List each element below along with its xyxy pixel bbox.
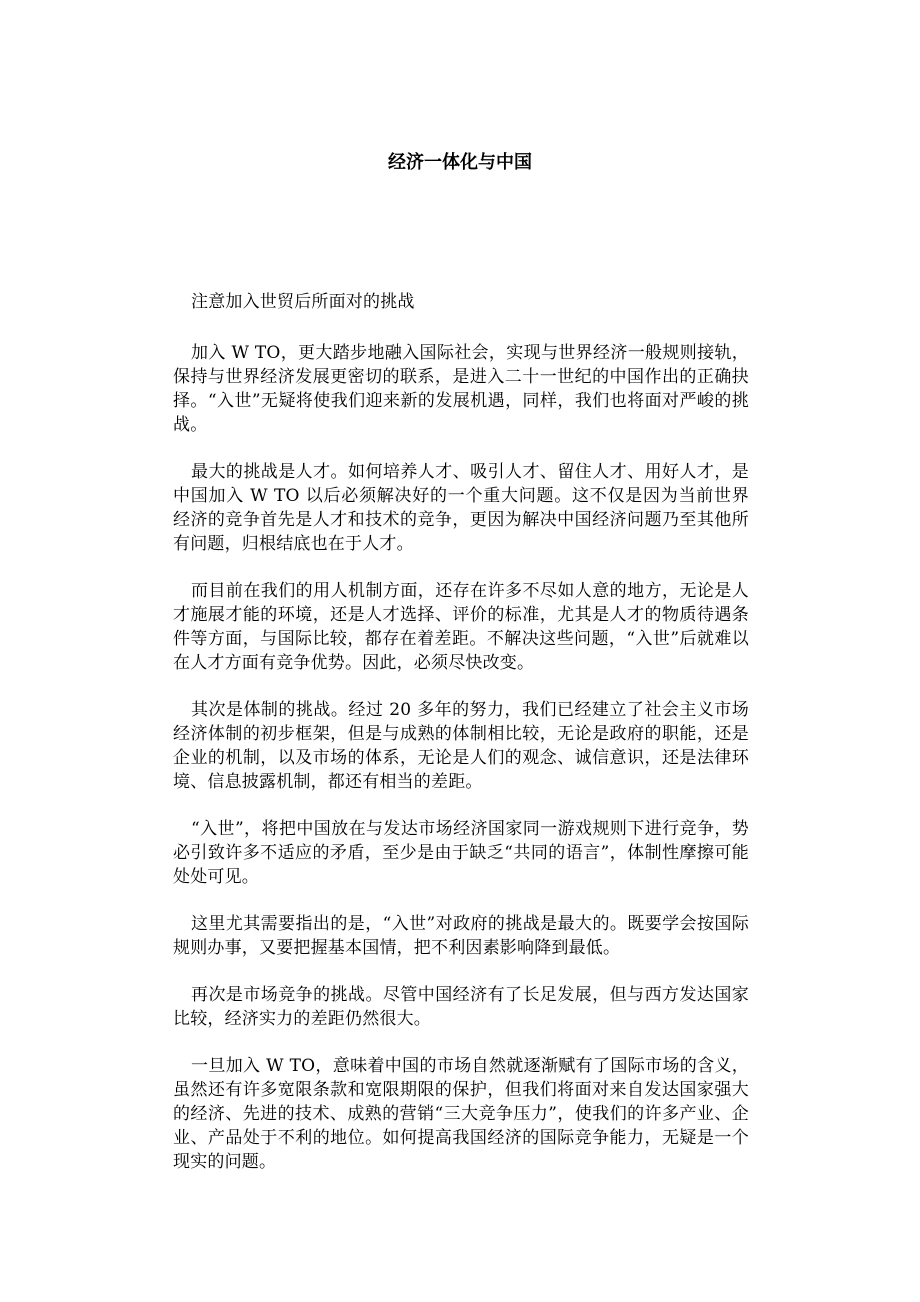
- paragraph-1: 加入 W TO，更大踏步地融入国际社会，实现与世界经济一般规则接轨，保持与世界经济发展更密切的联系，是进入二十一世纪的中国作出的正确抉择。“入世”无疑将使我们迎来新的发展机遇，同样，我们也将面对严峻的挑战。: [173, 343, 749, 435]
- paragraph-2: 最大的挑战是人才。如何培养人才、吸引人才、留住人才、用好人才，是中国加入 W TO 以后必须解决好的一个重大问题。这不仅是因为当前世界经济的竞争首先是人才和技术的竞争，更因为解决中国经济问题乃至其他所有问题，归根结底也在于人才。: [173, 462, 749, 554]
- paragraph-4: 其次是体制的挑战。经过 20 多年的努力，我们已经建立了社会主义市场经济体制的初步框架，但是与成熟的体制相比较，无论是政府的职能，还是企业的机制，以及市场的体系，无论是人们的观念、诚信意识，还是法律环境、信息披露机制，都还有相当的差距。: [173, 700, 749, 792]
- document-body: [173, 290, 749, 1197]
- paragraph-5: “入世”，将把中国放在与发达市场经济国家同一游戏规则下进行竞争，势必引致许多不适应的矛盾，至少是由于缺乏“共同的语言”，体制性摩擦可能处处可见。: [173, 819, 749, 887]
- document-title: 经济一体化与中国: [388, 152, 532, 173]
- section-heading: 注意加入世贸后所面对的挑战: [191, 292, 415, 312]
- paragraph-8: 一旦加入 W TO，意味着中国的市场自然就逐渐赋有了国际市场的含义，虽然还有许多宽限条款和宽限期限的保护，但我们将面对来自发达国家强大的经济、先进的技术、成熟的营销“三大竞争压力”，使我们的许多产业、企业、产品处于不利的地位。如何提高我国经济的国际竞争能力，无疑是一个现实的问题。: [173, 1056, 749, 1172]
- paragraph-6: 这里尤其需要指出的是，“入世”对政府的挑战是最大的。既要学会按国际规则办事，又要把握基本国情，把不利因素影响降到最低。: [173, 914, 749, 958]
- paragraph-3: 而目前在我们的用人机制方面，还存在许多不尽如人意的地方，无论是人才施展才能的环境，还是人才选择、评价的标准，尤其是人才的物质待遇条件等方面，与国际比较，都存在着差距。不解决这些问题，“入世”后就难以在人才方面有竞争优势。因此，必须尽快改变。: [173, 581, 749, 673]
- paragraph-7: 再次是市场竞争的挑战。尽管中国经济有了长足发展，但与西方发达国家比较，经济实力的差距仍然很大。: [173, 985, 749, 1029]
